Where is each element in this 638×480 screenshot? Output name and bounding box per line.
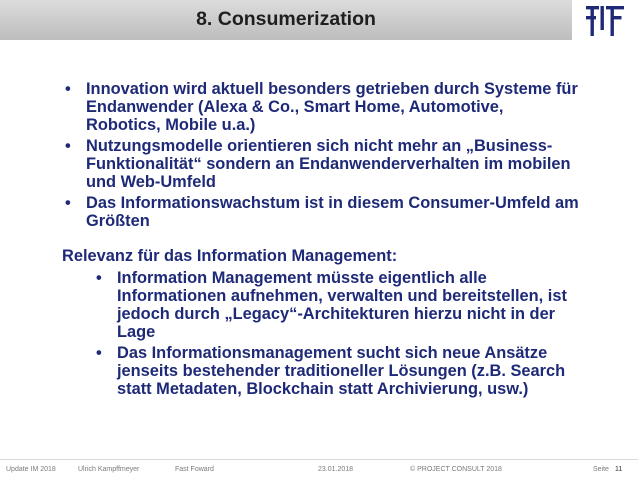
relevance-bullet-list	[93, 269, 582, 398]
slide-title: 8. Consumerization	[196, 8, 376, 30]
footer	[0, 459, 638, 480]
footer-page-number: 11	[615, 466, 623, 473]
relevance-bullet-item: • Das Informationsmanagement sucht sich neue Ansätze jenseits bestehender traditioneller Lösungen (z.B. Search statt Metadaten, Blockchain statt Archivierung, usw.)	[93, 344, 582, 398]
bullet-item: • Das Informationswachstum ist in diesem Consumer-Umfeld am Größten	[62, 194, 582, 230]
title-bar	[0, 0, 572, 40]
footer-copyright: © PROJECT CONSULT 2018	[410, 466, 502, 473]
bullet-item: • Nutzungsmodelle orientieren sich nicht mehr an „Business-Funktionalität“ sondern an Endanwenderverhalten im mobilen und Web-Umfeld	[62, 137, 582, 191]
footer-date: 23.01.2018	[318, 466, 354, 473]
main-bullet-list	[62, 80, 582, 230]
relevance-heading: Relevanz für das Information Management:	[62, 247, 398, 265]
bullet-item: • Innovation wird aktuell besonders getrieben durch Systeme für Endanwender (Alexa & Co., Smart Home, Automotive, Robotics, Mobile u.a.)	[62, 80, 582, 134]
project-consult-logo-icon	[586, 6, 624, 36]
footer-event: Update IM 2018	[6, 466, 56, 473]
slide-content	[62, 80, 582, 401]
footer-topic: Fast Foward	[175, 466, 214, 473]
footer-author: Ulrich Kampffmeyer	[78, 466, 140, 473]
footer-page-label: Seite	[593, 466, 609, 473]
relevance-bullet-item: • Information Management müsste eigentlich alle Informationen aufnehmen, verwalten und bereitstellen, ist jedoch durch „Legacy“-Architekturen hierzu nicht in der Lage	[93, 269, 582, 341]
